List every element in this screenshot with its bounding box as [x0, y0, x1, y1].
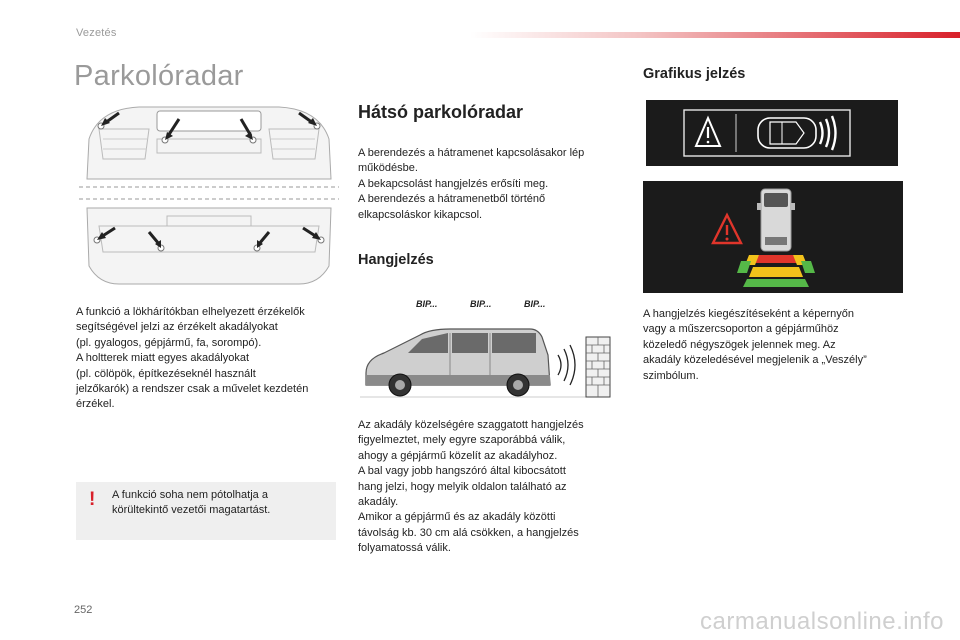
rear-parking-sensor-text: A berendezés a hátramenet kapcsolásakor lép működésbe. A bekapcsolást hangjelzés erősíti meg. A berendezés a hátramenetből történő elkapcsoláskor kikapcsol.	[358, 147, 585, 221]
rear-parking-sensor-heading: Hátsó parkolóradar	[358, 102, 524, 122]
bip-label-3: BIP...	[524, 299, 546, 309]
bip-label-2: BIP...	[470, 299, 492, 309]
audible-signal-description	[358, 418, 623, 557]
section-header: Vezetés	[76, 27, 117, 39]
cluster-display-figure	[646, 100, 898, 166]
graphic-display-heading: Grafikus jelzés	[643, 66, 746, 82]
rear-parking-sensor-description	[358, 146, 618, 223]
exclamation-icon: !	[89, 489, 96, 510]
bip-label-1: BIP...	[416, 299, 438, 309]
warning-text: A funkció soha nem pótolhatja a körültekintő vezetői magatartást.	[112, 489, 271, 517]
van-reversing-beep-figure	[360, 293, 620, 405]
left-description	[76, 305, 341, 413]
rear-bumper-sensors-figure	[79, 196, 339, 290]
graphic-display-description	[643, 307, 908, 384]
front-bumper-sensors-figure	[79, 99, 339, 189]
page-number: 252	[74, 604, 93, 616]
header-accent-bar	[470, 32, 960, 38]
touchscreen-display-figure	[643, 181, 903, 293]
left-description-text: A funkció a lökhárítókban elhelyezett érzékelők segítségével jelzi az érzékelt akadályokat (pl. gyalogos, gépjármű, fa, sorompó). A holtterek miatt egyes akadályokat (pl. cölöpök, építkezéseknél használt jelzőkarók) a rendszer csak a művelet kezdetén érzékel.	[76, 306, 309, 411]
van-top-view-icon	[757, 189, 795, 251]
audible-signal-text: Az akadály közelségére szaggatott hangjelzés figyelmeztet, mely egyre szaporábbá válik, ahogy a gépjármű közelít az akadályhoz. A bal vagy jobb hangszóró által kibocsátott hang jelzi, hogy melyik oldalon található az akadály. Amikor a gépjármű és az akadály közötti távolság kb. 30 cm alá csökken, a hangjelzés folyamatossá válik.	[358, 419, 584, 555]
watermark: carmanualsonline.info	[700, 608, 944, 635]
graphic-display-text: A hangjelzés kiegészítéseként a képernyőn vagy a műszercsoporton a gépjárműhöz közeledő négyszögek jelennek meg. Az akadály közeledésével megjelenik a „Veszély” szimbólum.	[643, 308, 867, 382]
audible-signal-heading: Hangjelzés	[358, 252, 434, 268]
page-title: Parkolóradar	[74, 60, 244, 92]
warning-note	[76, 482, 336, 540]
